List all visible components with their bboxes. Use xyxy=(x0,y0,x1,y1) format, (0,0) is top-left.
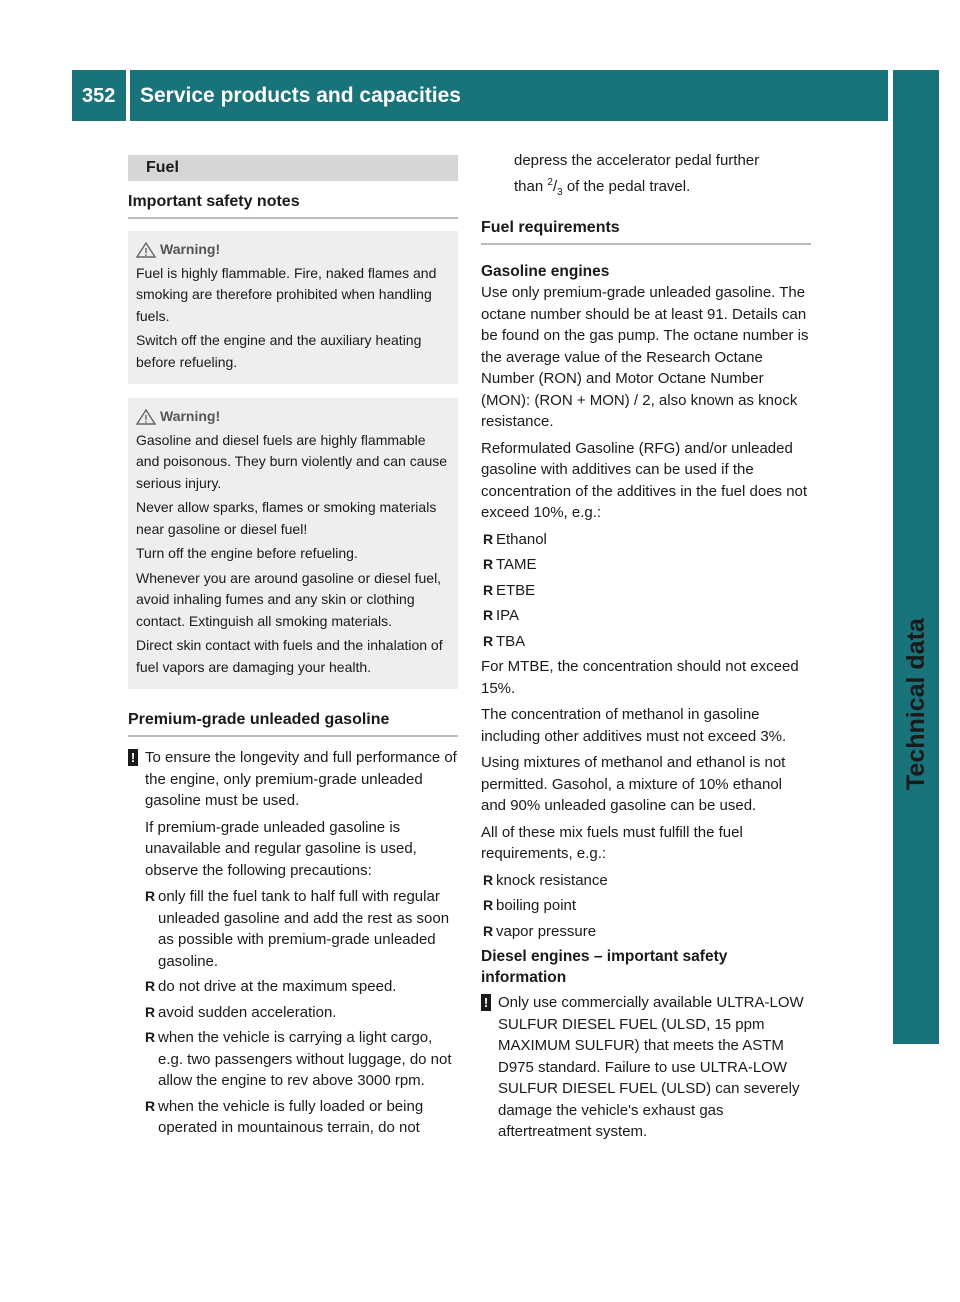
heading-gasoline-engines: Gasoline engines xyxy=(481,263,610,280)
bullet-mark: R xyxy=(483,530,494,547)
list-item: R when the vehicle is fully loaded or being operated in mountainous terrain, do not xyxy=(145,1097,424,1136)
bullet-mark: R xyxy=(483,556,494,572)
bullet-mark: R xyxy=(483,607,494,623)
right-column xyxy=(481,150,811,1143)
note-text: If premium-grade unleaded gasoline is unavailable and regular gasoline is used, observe the following precautions: xyxy=(145,818,417,879)
paragraph: The concentration of methanol in gasoline including other additives must not exceed 3%. xyxy=(481,706,787,745)
continued-line: depress the accelerator pedal further xyxy=(514,152,760,169)
warning-text: Switch off the engine and the auxiliary heating before refueling. xyxy=(136,332,422,370)
warning-label: Warning! xyxy=(160,408,221,424)
bullet-mark: R xyxy=(483,922,494,939)
list-item: R ETBE xyxy=(483,580,811,602)
page-number: 352 xyxy=(82,85,116,107)
warning-header xyxy=(136,406,450,428)
paragraph: Using mixtures of methanol and ethanol is not permitted. Gasohol, a mixture of 10% ethanol and 90% unleaded gasoline can be used. xyxy=(481,754,786,814)
bullet-mark: R xyxy=(483,897,494,913)
paragraph: For MTBE, the concentration should not exceed 15%. xyxy=(481,658,799,697)
warning-label: Warning! xyxy=(160,241,221,257)
section-heading-fuel: Fuel xyxy=(128,155,458,181)
list-item: R boiling point xyxy=(483,895,811,917)
paragraph: Reformulated Gasoline (RFG) and/or unleaded gasoline with additives can be used if the concentration of the additives in the fuel does not exceed 10%, e.g.: xyxy=(481,439,808,521)
warning-text: Fuel is highly flammable. Fire, naked flames and smoking are therefore prohibited when handling fuels. xyxy=(136,264,437,324)
left-column xyxy=(128,155,458,1143)
requirements-list xyxy=(483,870,811,943)
bullet-mark: R xyxy=(483,871,494,888)
exclamation-icon: ! xyxy=(128,749,138,766)
bullet-mark: R xyxy=(145,888,156,904)
continued-text xyxy=(481,150,811,203)
warning-box-2 xyxy=(128,398,458,689)
warning-text: Whenever you are around gasoline or diesel fuel, avoid inhaling fumes and any skin or clothing contact. Extinguish all smoking materials. xyxy=(136,569,442,629)
list-item: R IPA xyxy=(483,605,811,627)
list-item: R TAME xyxy=(483,554,811,576)
list-item: R when the vehicle is carrying a light cargo, e.g. two passengers without luggage, do not allow the engine to rev above 3000 rpm. xyxy=(145,1029,452,1089)
heading-important-safety-notes: Important safety notes xyxy=(128,193,458,219)
paragraph: All of these mix fuels must fulfill the fuel requirements, e.g.: xyxy=(481,823,743,862)
additives-list xyxy=(483,529,811,653)
heading-diesel-engines: Diesel engines – important safety information xyxy=(481,948,728,986)
side-block xyxy=(893,982,939,1044)
precautions-list xyxy=(145,886,458,1139)
chapter-title: Service products and capacities xyxy=(140,84,461,107)
list-item: R knock resistance xyxy=(483,870,811,892)
bullet-mark: R xyxy=(145,1003,156,1020)
heading-fuel-requirements: Fuel requirements xyxy=(481,219,811,245)
side-tab xyxy=(893,70,939,982)
continued-line: than $^2/_3$ of the pedal travel. xyxy=(514,176,691,198)
note-diesel xyxy=(481,992,811,1143)
bullet-mark: R xyxy=(145,1029,156,1045)
list-item: R only fill the fuel tank to half full with regular unleaded gasoline and add the rest as soon as possible with premium-grade unleaded gasoline. xyxy=(145,888,450,970)
list-item: R do not drive at the maximum speed. xyxy=(145,976,458,998)
heading-premium-gasoline: Premium-grade unleaded gasoline xyxy=(128,711,458,737)
warning-header xyxy=(136,239,450,261)
header-divider xyxy=(126,70,130,121)
warning-triangle-icon xyxy=(136,242,156,258)
list-item: R Ethanol xyxy=(483,529,811,551)
bullet-mark: R xyxy=(483,632,494,649)
warning-text: Never allow sparks, flames or smoking materials near gasoline or diesel fuel! xyxy=(136,499,437,537)
warning-text: Turn off the engine before refueling. xyxy=(136,545,358,561)
paragraph: Use only premium-grade unleaded gasoline. The octane number should be at least 91. Details can be found on the gas pump. The octane number is the average value of the Research Octane Number (RON) and Motor Octane Number (MON): (RON + MON) / 2, also known as knock resistance. xyxy=(481,284,809,430)
warning-text: Gasoline and diesel fuels are highly flammable and poisonous. They burn violently and can cause serious injury. xyxy=(136,431,448,491)
warning-triangle-icon xyxy=(136,409,156,425)
list-item: R vapor pressure xyxy=(483,921,811,943)
note-premium xyxy=(128,747,458,1139)
bullet-mark: R xyxy=(145,978,156,994)
bullet-mark: R xyxy=(483,581,494,598)
bullet-mark: R xyxy=(145,1097,156,1114)
warning-text: Direct skin contact with fuels and the inhalation of fuel vapors are damaging your health. xyxy=(136,637,443,675)
exclamation-icon: ! xyxy=(481,994,491,1011)
list-item: R avoid sudden acceleration. xyxy=(145,1002,458,1024)
side-title: Technical data xyxy=(902,618,930,790)
note-text: Only use commercially available ULTRA-LOW SULFUR DIESEL FUEL (ULSD, 15 ppm MAXIMUM SULFUR) that meets the ASTM D975 standard. Failure to use ULTRA-LOW SULFUR DIESEL FUEL (ULSD) can severely damage the vehicle's exhaust gas aftertreatment system. xyxy=(498,994,804,1140)
warning-box-1 xyxy=(128,231,458,384)
list-item: R TBA xyxy=(483,631,811,653)
note-text: To ensure the longevity and full performance of the engine, only premium-grade unleaded gasoline must be used. xyxy=(145,749,457,809)
